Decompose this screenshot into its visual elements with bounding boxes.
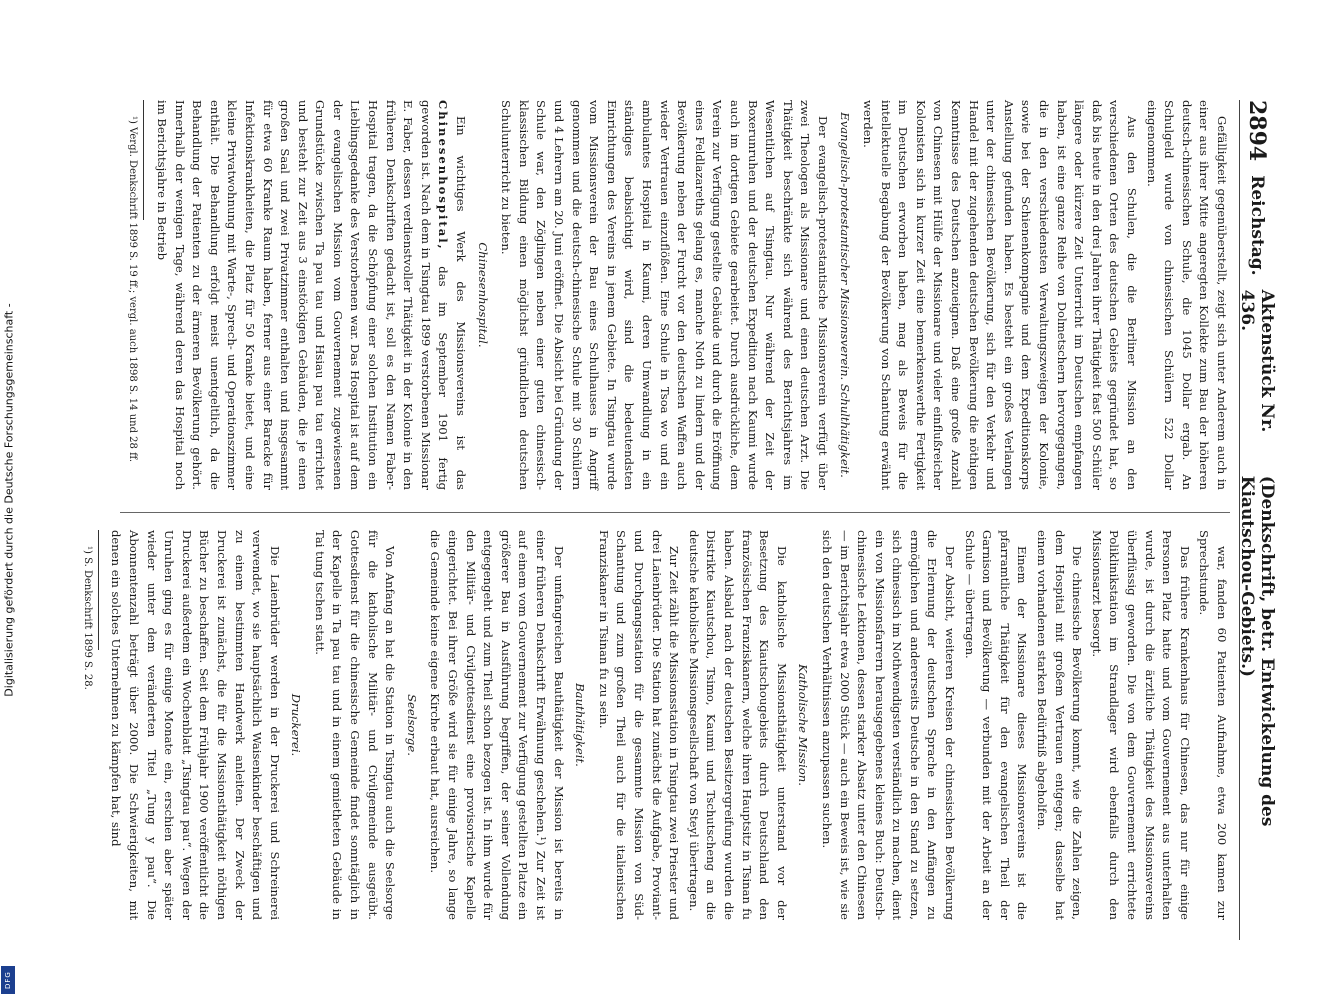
paragraph: Gefälligkeit gegenüberstellt, zeigt sich unter Anderem auch in einer aus ihrer Mitte angeregten Kollekte zum Bau der höheren deutsch-chinesischen Schule, die 1045 Dollar ergab. An Schulgeld wurde von chinesischen Schülern 522 Dollar eingenommen. [1144, 100, 1229, 490]
paragraph: Von Anfang an hat die Station in Tsingtau auch die Seelsorge für die katholische Militär- und Civilgemeinde ausgeübt. Gottesdienst für die chinesische Gemeinde findet sonntäglich in der Kapelle in Ta pau tau und in einem gemietheten Gebäude in Tai tung tschen statt. [312, 530, 398, 920]
emphasis-term: Chinesenhospital, [436, 100, 451, 251]
right-column [81, 530, 1230, 920]
paragraph: Aus den Schulen, die die Berliner Mission an den verschiedenen Orten des deutschen Gebiets gegründet hat, so daß bis heute in den drei Jahren ihrer Thätigkeit fast 500 Schüler längere oder kürzere Zeit Unterricht im Deutschen empfangen haben, ist eine ganze Reihe von Dolmetschern hervorgegangen, die in den verschiedensten Verwaltungszweigen der Kolonie, sowie bei der Schienenkompagnie und dem Expeditionskorps Anstellung gefunden haben. Es besteht ein großes Verlangen unter der chinesischen Bevölkerung, sich für den Verkehr und Handel mit der zugehenden deutschen Bevölkerung die nöthigen Kenntnisse des Deutschen anzueignen. Daß eine große Anzahl von Chinesen mit Hülfe der Missionare und vieler einflußreicher Kolonisten sich in kurzer Zeit eine bemerkenswerthe Fertigkeit im Deutschen erworben haben, mag als Beweis für die intellektuelle Begabung der Bevölkerung von Schantung erwähnt werden. [861, 100, 1140, 490]
dfg-logo-icon: DFG [1, 966, 15, 994]
paragraph: Zur Zeit zählt die Missionsstation in Tsingtau zwei Priester und drei Laienbrüder. Die Station hat zunächst die Aufgabe, Proviant- und Durchgangsstation für die gesammte Mission von Süd-Schantung und zum großen Theil auch für die italienischen Franziskaner in Tsinan fu zu sein. [596, 530, 682, 920]
page-number: 2894 [1244, 100, 1270, 162]
paragraph: Der umfangreichen Bauthätigkeit der Mission ist bereits in einer früheren Denkschrift Erwähnung geschehen.¹) Zur Zeit ist auf einem vom Gouvernement zur Verfügung gestellten Platze ein größerer Bau in Ausführung begriffen, der seiner Vollendung entgegengeht und zum Theil schon bezogen ist. In ihm wurde für den Militär- und Civilgottesdienst eine provisorische Kapelle eingerichtet. Bei ihrer Größe wird sie für einige Jahre, so lange die Gemeinde keine eigene Kirche erbaut hat, ausreichen. [428, 530, 566, 920]
footnote: ¹) Vergl. Denkschrift 1899 S. 19 ff.; vergl. auch 1898 S. 14 und 28 ff. [127, 116, 139, 462]
paragraph: Die Laienbrüder werden in der Druckerei und Schreinerei verwendet, wo sie hauptsächlich Waisenkinder beschäftigen und zu einem bestimmten Handwerk anleiten. Der Zweck der Druckerei ist zunächst, die für die Missionsthätigkeit nöthigen Bücher zu beschaffen. Seit dem Frühjahr 1900 veröffentlicht die Druckerei außerdem ein Wochenblatt „Tsingtau pau“. Wegen der Unruhen ging es für einige Monate ein, erschien aber später wieder unter dem veränderten Titel „Tung y pau“. Die Abonnentenzahl beträgt über 2000. Die Schwierigkeiten, mit denen ein solches Unternehmen zu kämpfen hat, sind [109, 530, 282, 920]
document-subtitle: (Denkschrift, betr. Entwickelung des Kiautschou-Gebiets.) [1237, 475, 1277, 827]
funding-credit-text: Digitalisierung gefördert durch die Deutsche Forschungsgemeinschaft - [2, 303, 16, 697]
footnote-rule [98, 530, 99, 650]
side-credit [0, 0, 18, 1000]
paragraph: Das frühere Krankenhaus für Chinesen, das nur für einige Personen Platz hatte und vom Gouvernement aus unterhalten wurde, ist durch die ärztliche Thätigkeit des Missionsvereins überflüssig geworden. Die von dem Gouvernement errichtete Poliklinikstation im Strandlager wird ebenfalls durch den Missionsarzt besorgt. [1089, 530, 1192, 920]
section-heading: Katholische Mission. [796, 664, 811, 786]
left-column [110, 100, 1230, 490]
section-heading: Evangelisch-protestantischer Missionsverein. Schulthätigkeit. [837, 112, 852, 478]
paragraph [152, 100, 469, 490]
publication-title: Reichstag. [1247, 175, 1267, 276]
paragraph-body: das im September 1901 fertig geworden ist. Nach dem in Tsingtau 1899 verstorbenen Missionar E. Faber, dessen verdienstvoller Thätigkeit in der Kolonie in den früheren Denkschriften gedacht ist, soll es den Namen Faber-Hospital tragen, da die Schöpfung einer solchen Institution ein Lieblingsgedanke des Verstorbenen war. Das Hospital ist auf dem der evangelischen Mission vom Gouvernement zugewiesenen Grundstücke zwischen Ta pau tau und Hsiau pau tau errichtet und besteht zur Zeit aus 3 einstöckigen Gebäuden, die je einen großen Saal und zwei Privatzimmer enthalten und insgesammt für etwa 60 Kranke Raum haben, ferner aus einer Baracke für Infektionskrankheiten, die Platz für 50 Kranke bietet, und eine kleine Privatwohnung mit Warte-, Sprech- und Operationszimmer enthält. Die Behandlung erfolgt meist unentgeltlich, da die Behandlung der Patienten zu der ärmeren Bevölkerung gehört. Innerhalb der wenigen Tage, während deren das Hospital noch im Berichtsjahre in Betrieb [154, 100, 451, 491]
footnote-rule [143, 100, 144, 220]
page-header [1237, 100, 1277, 940]
paragraph-lead: Ein wichtiges Werk des Missionsvereins ist das [454, 116, 469, 490]
footnote: ¹) S. Denkschrift 1899 S. 28. [81, 546, 93, 690]
section-heading: Druckerei. [289, 693, 304, 757]
paragraph: war, fanden 60 Patienten Aufnahme, etwa 200 kamen zur Sprechstunde. [1197, 530, 1229, 920]
paragraph: Der evangelisch-protestantische Missionsverein verfügt über zwei Theologen als Missionare und einen deutschen Arzt. Die Thätigkeit beschränkte sich während des Berichtsjahres im Wesentlichen auf Tsingtau. Nur während der Zeit der Boxerunruhen und der deutschen Expedition nach Kaumi wurde auch im dortigen Gebiete gearbeitet. Durch ausdrückliche, dem Verein zur Verfügung gestellte Gebäude und durch die Eröffnung eines Feldlazareths gelang es, manche Noth zu lindern und der Bevölkerung neben der Furcht vor den deutschen Waffen auch wieder Vertrauen einzuflößen. Eine Schule in Tsoa wo und ein ambulantes Hospital in Kaumi, deren Umwandlung in ein ständiges beabsichtigt wird, sind die bedeutendsten Einrichtungen des Vereins in jenem Gebiete. In Tsingtau wurde vom Missionsverein der Bau eines Schulhauses in Angriff genommen und die deutsch-chinesische Schule mit 30 Schülern und 4 Lehrern am 20. Juni eröffnet. Die Absicht bei Gründung der Schule war, den Zöglingen neben einer guten chinesisch-klassischen Bildung einen möglichst gründlichen deutschen Schulunterricht zu bieten. [499, 100, 830, 490]
paragraph: Die chinesische Bevölkerung kommt, wie die Zahlen zeigen, dem Hospital mit großem Vertrauen entgegen; dasselbe hat einem vorhandenen starken Bedürfniß abgeholfen. [1035, 530, 1085, 920]
rotated-document-page [81, 100, 1277, 940]
paragraph: Der Absicht, weiteren Kreisen der chinesischen Bevölkerung die Erlernung der deutschen Sprache in den Anfängen zu ermöglichen und andererseits Deutsche in den Stand zu setzen, sich chinesisch im Nothwendigsten verständlich zu machen, dient ein von Missionsfarrern herausgegebenes kleines Buch: Deutsch-chinesische Lektionen, dessen starker Absatz unter den Chinesen — im Berichtsjahr etwa 2000 Stück — auch ein Beweis ist, wie sie sich den deutschen Verhältnissen anzupassen suchen. [819, 530, 958, 920]
paragraph: Einem der Missionare dieses Missionsvereins ist die pfarramtliche Thätigkeit für den evangelischen Theil der Garnison und Bevölkerung — verbunden mit der Arbeit an der Schule — übertragen. [962, 530, 1030, 920]
section-heading: Chinesenhospital. [475, 242, 490, 348]
section-heading: Seelsorge. [404, 694, 419, 756]
section-heading: Bauthätigkeit. [573, 683, 588, 767]
paragraph: Die katholische Missionsthätigkeit unterstand vor der Besetzung des Kiautschougebiets durch Deutschland den französischen Franziskanern, welche ihren Hauptsitz in Tsinan fu haben. Alsbald nach der deutschen Besitzergreifung wurden die Distrikte Kiautschou, Tsimo, Kaumi und Tschutscheng an die deutsche katholische Missionsgesellschaft von Steyl übertragen. [686, 530, 789, 920]
document-number: Aktenstück Nr. 436. [1237, 289, 1277, 433]
column-divider [120, 512, 1230, 513]
